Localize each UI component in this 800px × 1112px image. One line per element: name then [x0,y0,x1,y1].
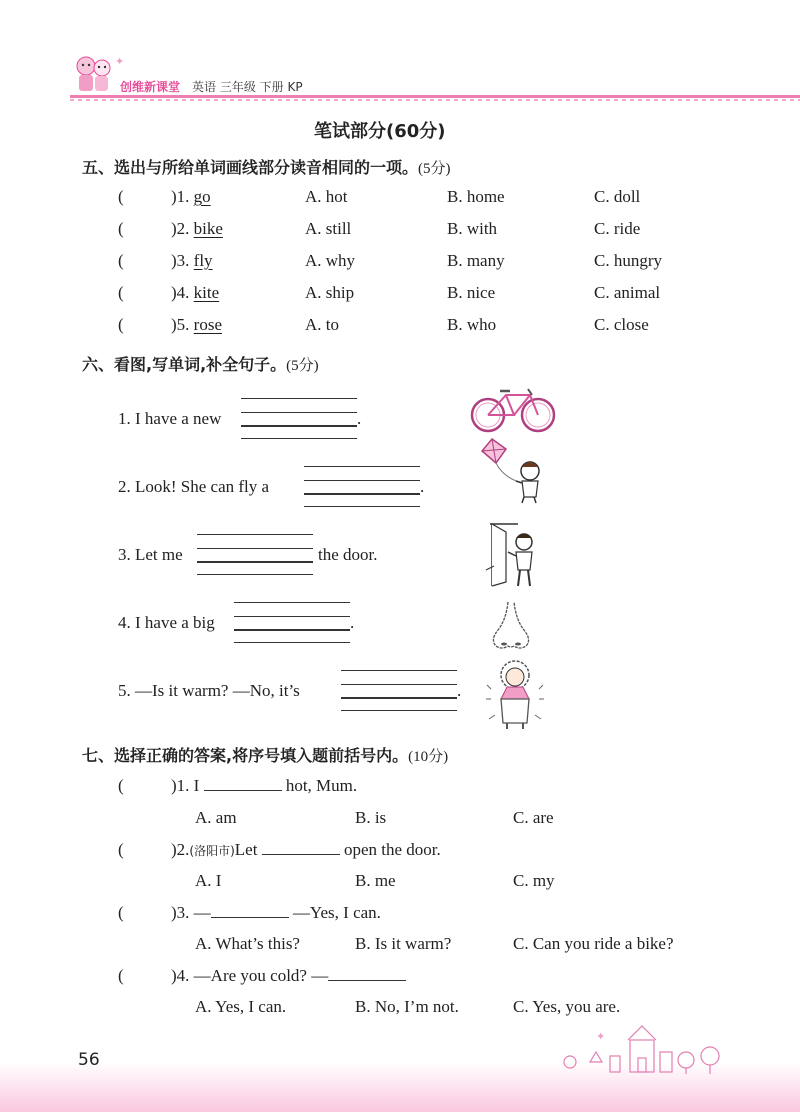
s7-q2-b: B. me [355,871,396,890]
s5-paren[interactable]: ( [118,315,124,334]
s5-paren[interactable]: ( [118,219,124,238]
s7-q1-b: B. is [355,808,387,827]
answer-blank[interactable] [328,966,406,981]
bicycle-icon [470,383,556,435]
s5-q4: )4. kite [171,283,220,302]
answer-blank[interactable] [204,776,282,791]
s5-q2-a: A. still [305,219,352,238]
s5-q3: )3. fly [171,251,213,270]
brand-name: 创维新课堂 [120,80,181,94]
s7-q3-stem: )3. — —Yes, I can. [171,903,381,922]
s7-paren[interactable]: ( [118,903,124,922]
s5-q3-b: B. many [447,251,505,270]
s7-q1-stem: )1. I hot, Mum. [171,776,358,795]
section7-heading: 七、选择正确的答案,将序号填入题前括号内。(10分) [82,746,449,765]
s6-q1-text: 1. I have a new [118,409,222,428]
star-icon: ✦ [596,1031,606,1043]
s7-q2-a: A. I [195,871,222,890]
s7-q4-c: C. Yes, you are. [513,997,621,1016]
castle-icon [560,1022,740,1074]
section6-heading: 六、看图,写单词,补全句子。(5分) [82,355,319,374]
s5-paren[interactable]: ( [118,251,124,270]
header-mascot [72,52,116,96]
page-title: 笔试部分(60分) [314,121,446,142]
s7-q2-stem: )2.(洛阳市)Let open the door. [171,840,441,859]
s5-q5-c: C. close [594,315,649,334]
open-door-icon [482,520,542,590]
answer-blank[interactable] [211,903,289,918]
s6-q2-text: 2. Look! She can fly a [118,477,270,496]
answer-blank[interactable] [262,840,340,855]
s5-q5-a: A. to [305,315,339,334]
s7-q4-b: B. No, I’m not. [355,997,459,1016]
cold-child-icon [485,655,545,733]
s5-q1-b: B. home [447,187,505,206]
star-icon: ✦ [115,56,125,68]
s6-q2-period: . [420,477,425,496]
s7-q4-stem: )4. —Are you cold? — [171,966,406,986]
s6-q4-text: 4. I have a big [118,613,215,632]
s6-q5-period: . [457,681,462,700]
header-dotted-rule [70,99,800,101]
s6-q3-text-end: the door. [318,545,378,564]
s7-paren[interactable]: ( [118,840,124,859]
s6-q3-text: 3. Let me [118,545,183,564]
s5-q2: )2. bike [171,219,223,238]
region-tag: (洛阳市) [189,844,235,858]
s5-q4-b: B. nice [447,283,496,302]
s5-q1-c: C. doll [594,187,641,206]
s5-q5-b: B. who [447,315,497,334]
nose-icon [488,600,534,652]
kite-girl-icon [478,437,548,505]
s7-q3-c: C. Can you ride a bike? [513,934,674,953]
s6-q1-period: . [357,409,362,428]
s7-q1-c: C. are [513,808,554,827]
header-rule [70,95,800,98]
page-number: 56 [78,1050,100,1070]
s5-q4-a: A. ship [305,283,355,302]
s7-q2-c: C. my [513,871,555,890]
s5-q1: )1. go [171,187,211,206]
s7-q1-a: A. am [195,808,237,827]
s5-paren[interactable]: ( [118,187,124,206]
s5-q2-b: B. with [447,219,498,238]
s6-q4-period: . [350,613,355,632]
s5-paren[interactable]: ( [118,283,124,302]
s5-q5: )5. rose [171,315,222,334]
s5-q1-a: A. hot [305,187,348,206]
s6-q5-text: 5. —Is it warm? —No, it’s [118,681,300,700]
s7-q3-a: A. What’s this? [195,934,300,953]
s5-q2-c: C. ride [594,219,641,238]
s7-paren[interactable]: ( [118,776,124,795]
s5-q3-c: C. hungry [594,251,662,270]
s5-q4-c: C. animal [594,283,661,302]
s7-paren[interactable]: ( [118,966,124,985]
s7-q4-a: A. Yes, I can. [195,997,287,1016]
header-info: 英语 三年级 下册 KP [192,80,303,94]
section5-heading: 五、选出与所给单词画线部分读音相同的一项。(5分) [82,158,451,177]
s5-q3-a: A. why [305,251,356,270]
s7-q3-b: B. Is it warm? [355,934,452,953]
